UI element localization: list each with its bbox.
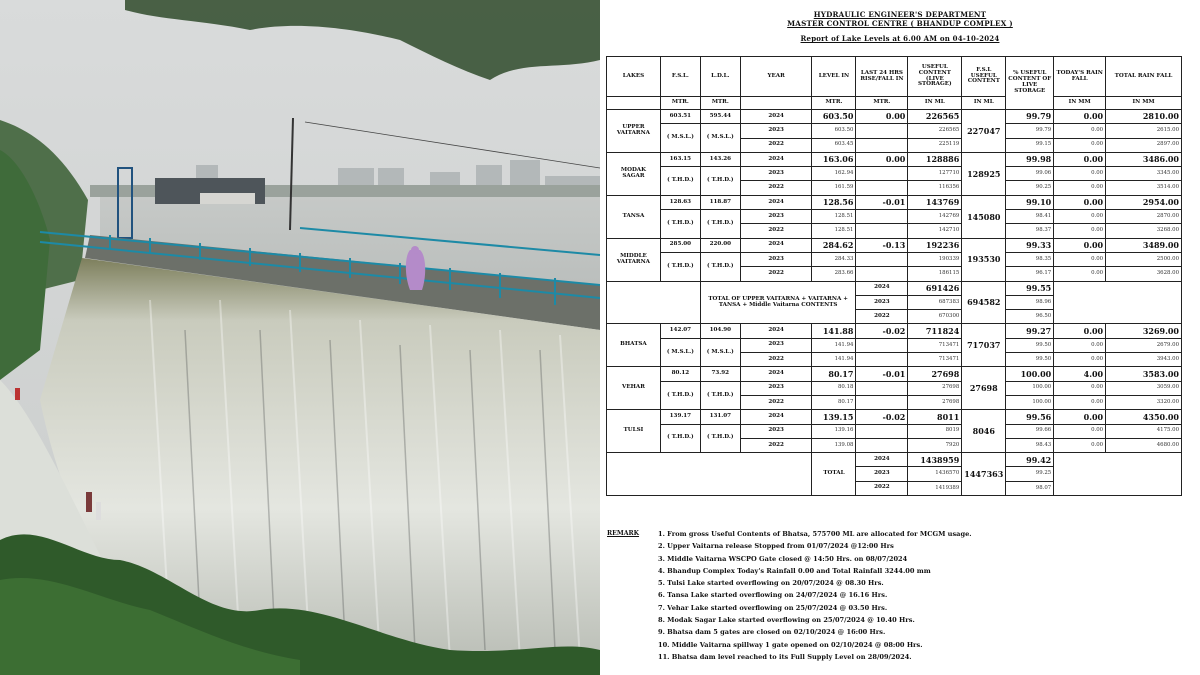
rise-fall-empty <box>856 138 908 152</box>
year-value: 2022 <box>740 138 812 152</box>
pct-useful-value: 99.33 <box>1006 238 1054 252</box>
level-value: 141.94 <box>812 338 856 352</box>
subtotal-group <box>607 281 1182 324</box>
useful-content-value: 190339 <box>908 252 962 266</box>
year-value: 2024 <box>740 152 812 166</box>
lake-group-1 <box>607 110 1182 282</box>
year-value: 2024 <box>740 367 812 381</box>
useful-content-value: 8011 <box>908 410 962 424</box>
lake-name: VEHAR <box>607 367 661 410</box>
rise-fall-empty <box>856 210 908 224</box>
rise-fall-value: 0.00 <box>856 110 908 124</box>
year-value: 2022 <box>740 438 812 452</box>
rise-fall-empty <box>856 267 908 281</box>
pct-useful-value: 99.55 <box>1006 281 1054 295</box>
col-today-rain: TODAY'S RAIN FALL <box>1054 57 1106 97</box>
pct-useful-value: 99.79 <box>1006 124 1054 138</box>
total-label: TOTAL <box>812 453 856 496</box>
col-fsl: F.S.L. <box>660 57 700 97</box>
total-rain-value: 3320.00 <box>1106 395 1182 409</box>
fsl-useful-value: 128925 <box>962 152 1006 195</box>
table-row <box>607 152 1182 166</box>
useful-content-value: 27698 <box>908 395 962 409</box>
table-row <box>607 367 1182 381</box>
ldl-datum: ( T.H.D.) <box>700 210 740 239</box>
fsl-value: 139.17 <box>660 410 700 424</box>
total-rain-value: 2897.00 <box>1106 138 1182 152</box>
useful-content-value: 687383 <box>908 295 962 309</box>
pct-useful-value: 96.50 <box>1006 310 1054 324</box>
fsl-value: 142.07 <box>660 324 700 338</box>
fsl-datum: ( T.H.D.) <box>660 210 700 239</box>
lake-name: TANSA <box>607 195 661 238</box>
remark-item: 4. Bhandup Complex Today's Rainfall 0.00 and Total Rainfall 3244.00 mm <box>658 566 931 575</box>
report-title: Report of Lake Levels at 6.00 AM on 04-10-2024 <box>800 34 1000 43</box>
year-value: 2022 <box>740 181 812 195</box>
ldl-value: 143.26 <box>700 152 740 166</box>
fsl-value: 285.00 <box>660 238 700 252</box>
useful-content-value: 128886 <box>908 152 962 166</box>
year-value: 2022 <box>740 353 812 367</box>
today-rain-value: 0.00 <box>1054 195 1106 209</box>
fsl-datum: ( M.S.L.) <box>660 338 700 367</box>
today-rain-value: 0.00 <box>1054 152 1106 166</box>
fsl-useful-value: 717037 <box>962 324 1006 367</box>
rain-blank <box>1054 281 1182 324</box>
fsl-value: 163.15 <box>660 152 700 166</box>
lake-group-2 <box>607 324 1182 453</box>
col-year: YEAR <box>740 57 812 97</box>
year-value: 2023 <box>740 381 812 395</box>
fsl-useful-value: 227047 <box>962 110 1006 153</box>
remark-item: 10. Middle Vaitarna spillway 1 gate opened on 02/10/2024 @ 08:00 Hrs. <box>658 640 923 649</box>
total-rain-value: 4680.00 <box>1106 438 1182 452</box>
pct-useful-value: 99.66 <box>1006 424 1054 438</box>
today-rain-value: 0.00 <box>1054 438 1106 452</box>
today-rain-value: 0.00 <box>1054 267 1106 281</box>
total-rain-value: 4175.00 <box>1106 424 1182 438</box>
total-rain-value: 2500.00 <box>1106 252 1182 266</box>
level-value: 162.94 <box>812 167 856 181</box>
pct-useful-value: 99.27 <box>1006 324 1054 338</box>
pct-useful-value: 99.25 <box>1006 467 1054 481</box>
total-rain-value: 3514.00 <box>1106 181 1182 195</box>
pct-useful-value: 99.56 <box>1006 410 1054 424</box>
rise-fall-value: -0.13 <box>856 238 908 252</box>
ldl-value: 104.90 <box>700 324 740 338</box>
level-value: 141.88 <box>812 324 856 338</box>
total-rain-value: 2615.00 <box>1106 124 1182 138</box>
ldl-datum: ( T.H.D.) <box>700 381 740 410</box>
useful-content-value: 691426 <box>908 281 962 295</box>
unit-ldl: MTR. <box>700 97 740 110</box>
useful-content-value: 225119 <box>908 138 962 152</box>
level-value: 80.18 <box>812 381 856 395</box>
table-row <box>607 453 1182 467</box>
useful-content-value: 192236 <box>908 238 962 252</box>
fsl-value: 128.63 <box>660 195 700 209</box>
ldl-datum: ( T.H.D.) <box>700 252 740 281</box>
year-value: 2023 <box>740 424 812 438</box>
fsl-value: 80.12 <box>660 367 700 381</box>
subtotal-blank <box>607 281 701 324</box>
rise-fall-value: 0.00 <box>856 152 908 166</box>
remark-item: 7. Vehar Lake started overflowing on 25/07/2024 @ 03.50 Hrs. <box>658 603 888 612</box>
level-value: 603.50 <box>812 124 856 138</box>
unit-level: MTR. <box>812 97 856 110</box>
useful-content-value: 7920 <box>908 438 962 452</box>
pct-useful-value: 98.37 <box>1006 224 1054 238</box>
table-row <box>607 410 1182 424</box>
year-value: 2022 <box>856 481 908 495</box>
total-rain-value: 3268.00 <box>1106 224 1182 238</box>
total-rain-value: 2810.00 <box>1106 110 1182 124</box>
col-ldl: L.D.L. <box>700 57 740 97</box>
year-value: 2023 <box>856 295 908 309</box>
today-rain-value: 0.00 <box>1054 353 1106 367</box>
useful-content-value: 27698 <box>908 367 962 381</box>
rise-fall-empty <box>856 353 908 367</box>
pct-useful-value: 98.35 <box>1006 252 1054 266</box>
table-row <box>607 281 1182 295</box>
total-rain-value: 2954.00 <box>1106 195 1182 209</box>
table-row <box>607 252 1182 266</box>
today-rain-value: 0.00 <box>1054 324 1106 338</box>
ldl-value: 595.44 <box>700 110 740 124</box>
year-value: 2023 <box>856 467 908 481</box>
rise-fall-empty <box>856 424 908 438</box>
ldl-datum: ( T.H.D.) <box>700 167 740 196</box>
lake-name: BHATSA <box>607 324 661 367</box>
rise-fall-empty <box>856 167 908 181</box>
pct-useful-value: 99.42 <box>1006 453 1054 467</box>
level-value: 139.16 <box>812 424 856 438</box>
rise-fall-empty <box>856 438 908 452</box>
level-value: 284.33 <box>812 252 856 266</box>
today-rain-value: 0.00 <box>1054 110 1106 124</box>
ldl-datum: ( M.S.L.) <box>700 338 740 367</box>
table-row <box>607 167 1182 181</box>
pct-useful-value: 99.10 <box>1006 195 1054 209</box>
total-rain-value: 3489.00 <box>1106 238 1182 252</box>
useful-content-value: 127710 <box>908 167 962 181</box>
level-value: 161.59 <box>812 181 856 195</box>
table-row <box>607 338 1182 352</box>
total-rain-value: 4350.00 <box>1106 410 1182 424</box>
year-value: 2024 <box>856 453 908 467</box>
pct-useful-value: 90.25 <box>1006 181 1054 195</box>
total-rain-value: 3059.00 <box>1106 381 1182 395</box>
ldl-value: 220.00 <box>700 238 740 252</box>
pct-useful-value: 100.00 <box>1006 395 1054 409</box>
today-rain-value: 0.00 <box>1054 338 1106 352</box>
useful-content-value: 142769 <box>908 210 962 224</box>
total-rain-value: 3345.00 <box>1106 167 1182 181</box>
year-value: 2024 <box>740 324 812 338</box>
fsl-value: 603.51 <box>660 110 700 124</box>
useful-content-value: 1438959 <box>908 453 962 467</box>
level-value: 603.50 <box>812 110 856 124</box>
pct-useful-value: 99.15 <box>1006 138 1054 152</box>
level-value: 128.51 <box>812 224 856 238</box>
remark-item: 5. Tulsi Lake started overflowing on 20/07/2024 @ 08.30 Hrs. <box>658 579 884 588</box>
ldl-value: 131.07 <box>700 410 740 424</box>
fsl-useful-value: 193530 <box>962 238 1006 281</box>
pct-useful-value: 99.06 <box>1006 167 1054 181</box>
rise-fall-value: -0.02 <box>856 324 908 338</box>
pct-useful-value: 98.43 <box>1006 438 1054 452</box>
useful-content-value: 670300 <box>908 310 962 324</box>
today-rain-value: 0.00 <box>1054 224 1106 238</box>
table-row <box>607 424 1182 438</box>
header-row <box>607 57 1182 97</box>
lake-name: TULSI <box>607 410 661 453</box>
total-rain-value: 3269.00 <box>1106 324 1182 338</box>
year-value: 2023 <box>740 167 812 181</box>
useful-content-value: 711824 <box>908 324 962 338</box>
col-lakes: LAKES <box>607 57 661 97</box>
rise-fall-empty <box>856 224 908 238</box>
table-row <box>607 381 1182 395</box>
unit-today-rain: IN MM <box>1054 97 1106 110</box>
fsl-datum: ( T.H.D.) <box>660 252 700 281</box>
year-value: 2024 <box>740 195 812 209</box>
unit-useful-content: IN ML <box>908 97 962 110</box>
remark-item: 8. Modak Sagar Lake started overflowing on 25/07/2024 @ 10.40 Hrs. <box>658 616 915 625</box>
pct-useful-value: 98.41 <box>1006 210 1054 224</box>
lake-name: UPPER VAITARNA <box>607 110 661 153</box>
useful-content-value: 142710 <box>908 224 962 238</box>
pct-useful-value: 99.50 <box>1006 338 1054 352</box>
useful-content-value: 1436570 <box>908 467 962 481</box>
year-value: 2024 <box>740 410 812 424</box>
year-value: 2023 <box>740 338 812 352</box>
fsl-datum: ( T.H.D.) <box>660 424 700 453</box>
level-value: 80.17 <box>812 395 856 409</box>
pct-useful-value: 98.07 <box>1006 481 1054 495</box>
rise-fall-empty <box>856 252 908 266</box>
unit-total-rain: IN MM <box>1106 97 1182 110</box>
year-value: 2024 <box>740 110 812 124</box>
col-pct-useful: % USEFUL CONTENT OF LIVE STORAGE <box>1006 57 1054 110</box>
rise-fall-empty <box>856 124 908 138</box>
fsl-datum: ( M.S.L.) <box>660 124 700 153</box>
remark-label: REMARK <box>607 530 640 537</box>
fsl-useful-value: 27698 <box>962 367 1006 410</box>
lake-levels-table <box>606 56 1182 496</box>
today-rain-value: 0.00 <box>1054 181 1106 195</box>
level-value: 128.56 <box>812 195 856 209</box>
year-value: 2022 <box>740 267 812 281</box>
remark-item: 6. Tansa Lake started overflowing on 24/07/2024 @ 16.16 Hrs. <box>658 591 888 600</box>
year-value: 2024 <box>856 281 908 295</box>
year-value: 2023 <box>740 252 812 266</box>
today-rain-value: 0.00 <box>1054 252 1106 266</box>
useful-content-value: 1419389 <box>908 481 962 495</box>
useful-content-value: 8019 <box>908 424 962 438</box>
today-rain-value: 0.00 <box>1054 210 1106 224</box>
unit-fsl: MTR. <box>660 97 700 110</box>
total-rain-value: 2870.00 <box>1106 210 1182 224</box>
col-useful-content: USEFUL CONTENT (LIVE STORAGE) <box>908 57 962 97</box>
pct-useful-value: 99.79 <box>1006 110 1054 124</box>
total-rain-value: 3943.00 <box>1106 353 1182 367</box>
fsl-useful-value: 8046 <box>962 410 1006 453</box>
subtotal-label: TOTAL OF UPPER VAITARNA + VAITARNA + TANSA + Middle Vaitarna CONTENTS <box>700 281 856 324</box>
remark-item: 2. Upper Vaitarna release Stopped from 01/07/2024 @12:00 Hrs <box>658 542 894 551</box>
total-rain-value: 3486.00 <box>1106 152 1182 166</box>
useful-content-value: 226565 <box>908 124 962 138</box>
rise-fall-value: -0.01 <box>856 367 908 381</box>
today-rain-value: 0.00 <box>1054 424 1106 438</box>
table-row <box>607 195 1182 209</box>
useful-content-value: 186115 <box>908 267 962 281</box>
rise-fall-empty <box>856 181 908 195</box>
ldl-datum: ( M.S.L.) <box>700 124 740 153</box>
unit-fsl-useful: IN ML <box>962 97 1006 110</box>
fsl-useful-value: 694582 <box>962 281 1006 324</box>
lake-name: MIDDLE VAITARNA <box>607 238 661 281</box>
year-value: 2022 <box>856 310 908 324</box>
rise-fall-value: -0.01 <box>856 195 908 209</box>
pct-useful-value: 98.96 <box>1006 295 1054 309</box>
rain-blank <box>1054 453 1182 496</box>
remark-item: 1. From gross Useful Contents of Bhatsa, 575700 ML are allocated for MCGM usage. <box>658 530 972 538</box>
pct-useful-value: 99.98 <box>1006 152 1054 166</box>
fsl-useful-value: 145080 <box>962 195 1006 238</box>
rise-fall-empty <box>856 338 908 352</box>
year-value: 2022 <box>740 395 812 409</box>
ldl-value: 73.92 <box>700 367 740 381</box>
lake-name: MODAK SAGAR <box>607 152 661 195</box>
col-rise-fall: LAST 24 HRS RISE/FALL IN <box>856 57 908 97</box>
remark-item: 9. Bhatsa dam 5 gates are closed on 02/10/2024 @ 16:00 Hrs. <box>658 628 886 637</box>
level-value: 139.08 <box>812 438 856 452</box>
fsl-datum: ( T.H.D.) <box>660 381 700 410</box>
col-level: LEVEL IN <box>812 57 856 97</box>
centre-header: MASTER CONTROL CENTRE ( BHANDUP COMPLEX ) <box>787 19 1013 28</box>
today-rain-value: 0.00 <box>1054 124 1106 138</box>
useful-content-value: 713471 <box>908 353 962 367</box>
today-rain-value: 0.00 <box>1054 410 1106 424</box>
units-row <box>607 97 1182 110</box>
useful-content-value: 143769 <box>908 195 962 209</box>
year-value: 2023 <box>740 210 812 224</box>
level-value: 139.15 <box>812 410 856 424</box>
remark-item: 11. Bhatsa dam level reached to its Full Supply Level on 28/09/2024. <box>658 652 912 661</box>
fsl-useful-value: 1447363 <box>962 453 1006 496</box>
table-row <box>607 238 1182 252</box>
table-row <box>607 110 1182 124</box>
today-rain-value: 0.00 <box>1054 381 1106 395</box>
remark-item: 3. Middle Vaitarna WSCPO Gate closed @ 14:50 Hrs. on 08/07/2024 <box>658 554 908 563</box>
rise-fall-value: -0.02 <box>856 410 908 424</box>
table-row <box>607 210 1182 224</box>
total-rain-value: 2679.00 <box>1106 338 1182 352</box>
useful-content-value: 226565 <box>908 110 962 124</box>
today-rain-value: 0.00 <box>1054 167 1106 181</box>
rise-fall-empty <box>856 395 908 409</box>
pct-useful-value: 99.50 <box>1006 353 1054 367</box>
table-row <box>607 124 1182 138</box>
level-value: 284.62 <box>812 238 856 252</box>
year-value: 2023 <box>740 124 812 138</box>
level-value: 283.66 <box>812 267 856 281</box>
unit-rise-fall: MTR. <box>856 97 908 110</box>
total-blank <box>607 453 812 496</box>
level-value: 128.51 <box>812 210 856 224</box>
level-value: 603.45 <box>812 138 856 152</box>
pct-useful-value: 100.00 <box>1006 367 1054 381</box>
total-rain-value: 3628.00 <box>1106 267 1182 281</box>
fsl-datum: ( T.H.D.) <box>660 167 700 196</box>
department-header: HYDRAULIC ENGINEER'S DEPARTMENT <box>813 10 987 19</box>
useful-content-value: 27698 <box>908 381 962 395</box>
remarks-list <box>658 528 972 663</box>
today-rain-value: 4.00 <box>1054 367 1106 381</box>
today-rain-value: 0.00 <box>1054 395 1106 409</box>
ldl-datum: ( T.H.D.) <box>700 424 740 453</box>
year-value: 2024 <box>740 238 812 252</box>
total-rain-value: 3583.00 <box>1106 367 1182 381</box>
today-rain-value: 0.00 <box>1054 238 1106 252</box>
today-rain-value: 0.00 <box>1054 138 1106 152</box>
col-fsl-useful: F.S.L USEFUL CONTENT <box>962 57 1006 97</box>
pct-useful-value: 100.00 <box>1006 381 1054 395</box>
level-value: 141.94 <box>812 353 856 367</box>
pct-useful-value: 96.17 <box>1006 267 1054 281</box>
useful-content-value: 713471 <box>908 338 962 352</box>
year-value: 2022 <box>740 224 812 238</box>
level-value: 163.06 <box>812 152 856 166</box>
useful-content-value: 116356 <box>908 181 962 195</box>
rise-fall-empty <box>856 381 908 395</box>
total-group <box>607 453 1182 496</box>
level-value: 80.17 <box>812 367 856 381</box>
table-row <box>607 324 1182 338</box>
ldl-value: 118.87 <box>700 195 740 209</box>
col-total-rain: TOTAL RAIN FALL <box>1106 57 1182 97</box>
